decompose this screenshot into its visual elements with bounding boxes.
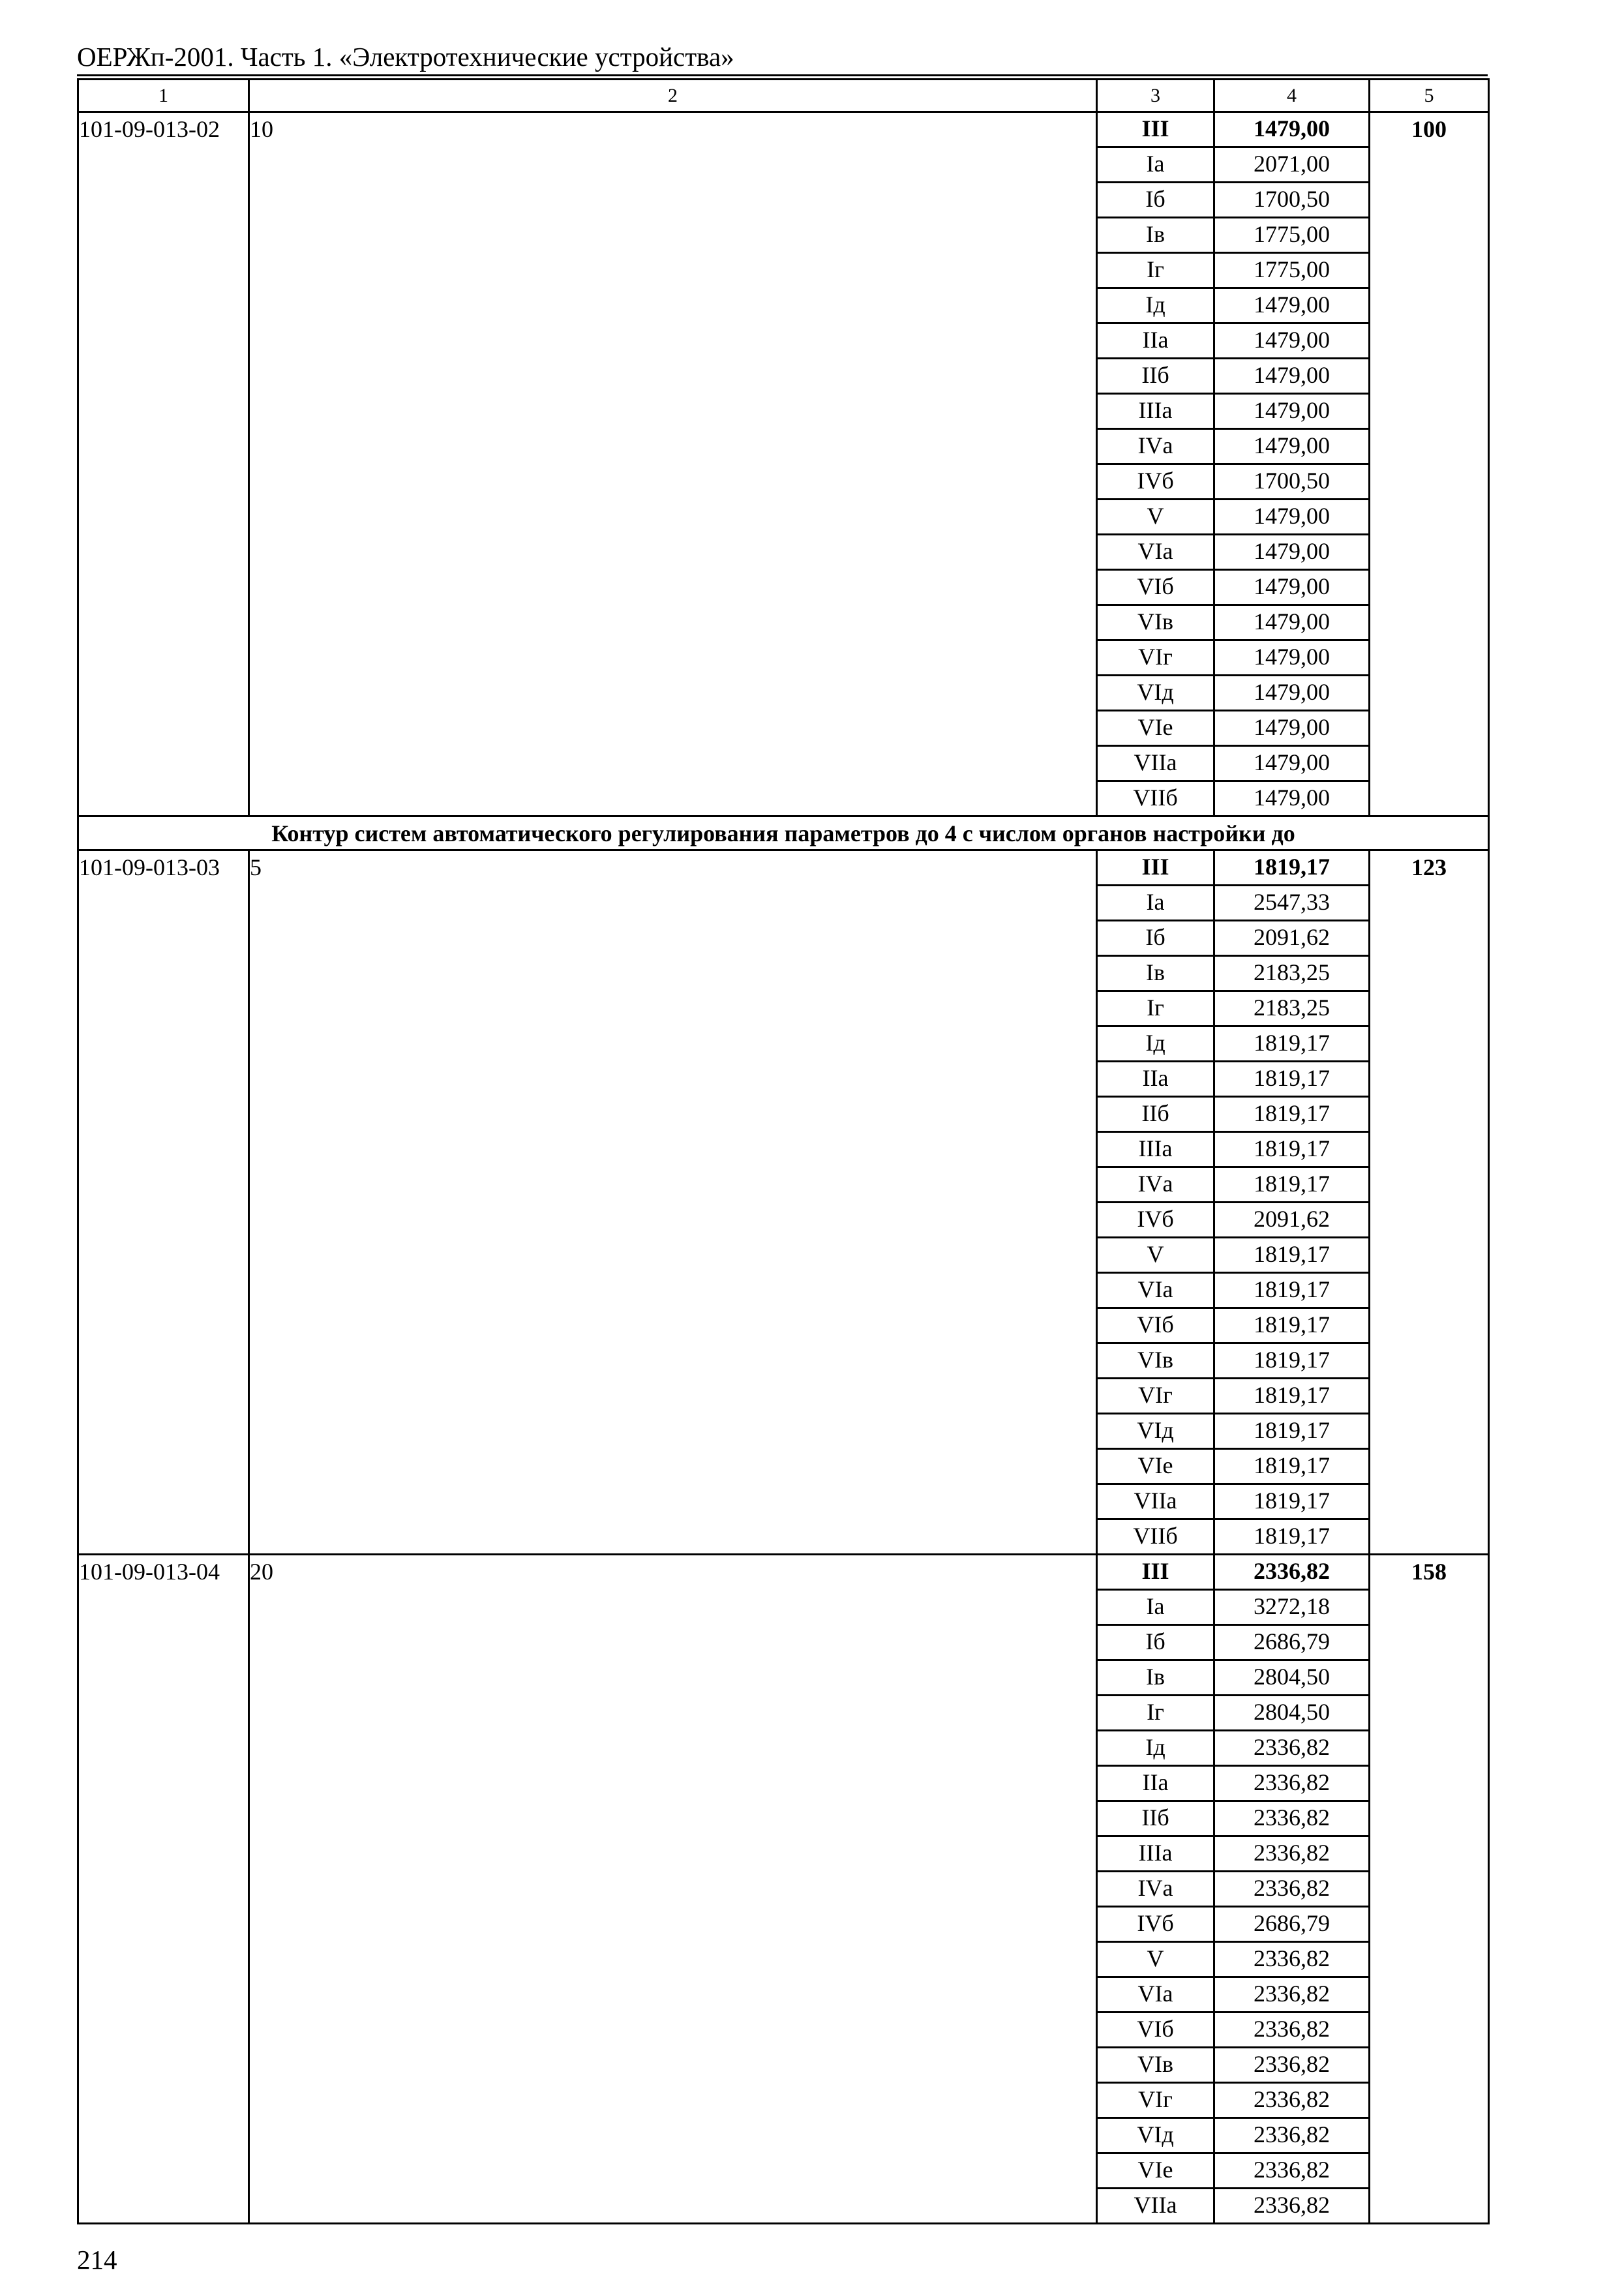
category-cell: VIа <box>1097 535 1214 570</box>
category-cell: Iа <box>1097 147 1214 183</box>
price-cell: 1819,17 <box>1214 1273 1370 1308</box>
price-cell: 2336,82 <box>1214 1942 1370 1977</box>
entry-description: 5 <box>249 850 1097 1555</box>
price-cell: 2183,25 <box>1214 956 1370 991</box>
price-cell: 1819,17 <box>1214 1449 1370 1484</box>
entry-code: 101-09-013-02 <box>78 112 249 816</box>
category-cell: Iв <box>1097 218 1214 253</box>
price-cell: 1819,17 <box>1214 1097 1370 1132</box>
price-cell: 1479,00 <box>1214 570 1370 605</box>
table-body <box>78 80 1489 2224</box>
category-cell: III <box>1097 850 1214 886</box>
price-cell: 1479,00 <box>1214 323 1370 359</box>
category-cell: VIд <box>1097 1414 1214 1449</box>
category-cell: Iб <box>1097 921 1214 956</box>
category-cell: VIе <box>1097 711 1214 746</box>
column-number: 5 <box>1370 80 1489 112</box>
category-cell: Iб <box>1097 183 1214 218</box>
entry-code: 101-09-013-03 <box>78 850 249 1555</box>
entry-quantity: 158 <box>1370 1555 1489 2224</box>
price-cell: 2336,82 <box>1214 1766 1370 1801</box>
price-cell: 2336,82 <box>1214 2118 1370 2153</box>
page-header: ОЕРЖп-2001. Часть 1. «Электротехнические устройства» <box>77 42 734 72</box>
category-cell: IIа <box>1097 1062 1214 1097</box>
category-cell: Iа <box>1097 886 1214 921</box>
price-cell: 2091,62 <box>1214 1203 1370 1238</box>
category-cell: Iв <box>1097 1660 1214 1696</box>
section-heading: Контур систем автоматического регулирования параметров до 4 с числом органов настройки до <box>78 816 1489 850</box>
page-number: 214 <box>77 2245 117 2275</box>
price-cell: 1700,50 <box>1214 183 1370 218</box>
category-cell: VIIа <box>1097 1484 1214 1519</box>
price-cell: 1479,00 <box>1214 359 1370 394</box>
category-cell: V <box>1097 1942 1214 1977</box>
category-cell: VIIа <box>1097 2189 1214 2224</box>
category-cell: IIIа <box>1097 1836 1214 1872</box>
entry-quantity: 123 <box>1370 850 1489 1555</box>
category-cell: III <box>1097 112 1214 147</box>
price-cell: 1819,17 <box>1214 1132 1370 1167</box>
price-cell: 2336,82 <box>1214 1731 1370 1766</box>
price-cell: 1479,00 <box>1214 394 1370 429</box>
category-cell: VIа <box>1097 1977 1214 2012</box>
price-cell: 2336,82 <box>1214 1977 1370 2012</box>
price-cell: 2091,62 <box>1214 921 1370 956</box>
category-cell: IIб <box>1097 1801 1214 1836</box>
category-cell: Iг <box>1097 253 1214 288</box>
category-cell: VIе <box>1097 1449 1214 1484</box>
category-cell: VIIб <box>1097 1519 1214 1555</box>
price-table <box>77 78 1490 2224</box>
category-cell: VIг <box>1097 640 1214 676</box>
price-cell: 3272,18 <box>1214 1590 1370 1625</box>
price-cell: 1819,17 <box>1214 1519 1370 1555</box>
category-cell: IIа <box>1097 1766 1214 1801</box>
price-cell: 1479,00 <box>1214 746 1370 781</box>
price-cell: 2686,79 <box>1214 1625 1370 1660</box>
column-number-row <box>78 80 1489 112</box>
price-cell: 2336,82 <box>1214 2189 1370 2224</box>
price-cell: 1479,00 <box>1214 711 1370 746</box>
price-cell: 2336,82 <box>1214 1555 1370 1590</box>
section-heading-row <box>78 816 1489 850</box>
category-cell: IVа <box>1097 1872 1214 1907</box>
price-cell: 1479,00 <box>1214 640 1370 676</box>
column-number: 2 <box>249 80 1097 112</box>
price-cell: 1819,17 <box>1214 1484 1370 1519</box>
category-cell: IVа <box>1097 429 1214 464</box>
category-cell: V <box>1097 1238 1214 1273</box>
category-cell: Iг <box>1097 1696 1214 1731</box>
table-row <box>78 112 1489 147</box>
category-cell: VIа <box>1097 1273 1214 1308</box>
category-cell: Iд <box>1097 1026 1214 1062</box>
category-cell: VIб <box>1097 2012 1214 2048</box>
column-number: 3 <box>1097 80 1214 112</box>
category-cell: VIб <box>1097 1308 1214 1343</box>
price-cell: 1819,17 <box>1214 1343 1370 1379</box>
category-cell: VIг <box>1097 2083 1214 2118</box>
category-cell: IVб <box>1097 464 1214 500</box>
category-cell: IVб <box>1097 1907 1214 1942</box>
category-cell: VIб <box>1097 570 1214 605</box>
category-cell: VIг <box>1097 1379 1214 1414</box>
price-cell: 2336,82 <box>1214 1801 1370 1836</box>
category-cell: VIд <box>1097 676 1214 711</box>
price-cell: 2804,50 <box>1214 1660 1370 1696</box>
category-cell: VIв <box>1097 1343 1214 1379</box>
price-cell: 1819,17 <box>1214 1379 1370 1414</box>
price-cell: 2071,00 <box>1214 147 1370 183</box>
category-cell: VIд <box>1097 2118 1214 2153</box>
column-number: 4 <box>1214 80 1370 112</box>
price-cell: 2336,82 <box>1214 2012 1370 2048</box>
category-cell: IIIа <box>1097 1132 1214 1167</box>
price-cell: 1479,00 <box>1214 676 1370 711</box>
price-cell: 2336,82 <box>1214 1836 1370 1872</box>
category-cell: VIIб <box>1097 781 1214 816</box>
price-cell: 1775,00 <box>1214 253 1370 288</box>
category-cell: Iа <box>1097 1590 1214 1625</box>
table-row <box>78 850 1489 886</box>
entry-code: 101-09-013-04 <box>78 1555 249 2224</box>
category-cell: IVб <box>1097 1203 1214 1238</box>
price-cell: 2336,82 <box>1214 2153 1370 2189</box>
price-cell: 1819,17 <box>1214 1062 1370 1097</box>
category-cell: IVа <box>1097 1167 1214 1203</box>
price-cell: 2547,33 <box>1214 886 1370 921</box>
price-cell: 1819,17 <box>1214 1414 1370 1449</box>
category-cell: IIб <box>1097 359 1214 394</box>
price-cell: 1819,17 <box>1214 1308 1370 1343</box>
price-cell: 2804,50 <box>1214 1696 1370 1731</box>
price-cell: 1479,00 <box>1214 781 1370 816</box>
price-cell: 1819,17 <box>1214 1238 1370 1273</box>
price-cell: 2183,25 <box>1214 991 1370 1026</box>
category-cell: Iг <box>1097 991 1214 1026</box>
price-cell: 2336,82 <box>1214 1872 1370 1907</box>
price-cell: 2336,82 <box>1214 2048 1370 2083</box>
price-cell: 1479,00 <box>1214 535 1370 570</box>
entry-description: 10 <box>249 112 1097 816</box>
price-cell: 2336,82 <box>1214 2083 1370 2118</box>
category-cell: VIв <box>1097 605 1214 640</box>
category-cell: Iв <box>1097 956 1214 991</box>
price-cell: 1479,00 <box>1214 500 1370 535</box>
entry-quantity: 100 <box>1370 112 1489 816</box>
entry-description: 20 <box>249 1555 1097 2224</box>
price-cell: 1819,17 <box>1214 1026 1370 1062</box>
table-row <box>78 1555 1489 1590</box>
price-cell: 1479,00 <box>1214 288 1370 323</box>
price-cell: 1479,00 <box>1214 605 1370 640</box>
category-cell: VIIа <box>1097 746 1214 781</box>
category-cell: IIIа <box>1097 394 1214 429</box>
category-cell: Iд <box>1097 1731 1214 1766</box>
category-cell: IIб <box>1097 1097 1214 1132</box>
category-cell: VIе <box>1097 2153 1214 2189</box>
category-cell: Iд <box>1097 288 1214 323</box>
category-cell: IIа <box>1097 323 1214 359</box>
price-cell: 1819,17 <box>1214 850 1370 886</box>
category-cell: VIв <box>1097 2048 1214 2083</box>
price-cell: 1479,00 <box>1214 429 1370 464</box>
header-rule <box>77 74 1488 76</box>
column-number: 1 <box>78 80 249 112</box>
price-cell: 1819,17 <box>1214 1167 1370 1203</box>
category-cell: III <box>1097 1555 1214 1590</box>
price-cell: 1775,00 <box>1214 218 1370 253</box>
category-cell: V <box>1097 500 1214 535</box>
price-cell: 1479,00 <box>1214 112 1370 147</box>
price-cell: 1700,50 <box>1214 464 1370 500</box>
price-cell: 2686,79 <box>1214 1907 1370 1942</box>
category-cell: Iб <box>1097 1625 1214 1660</box>
